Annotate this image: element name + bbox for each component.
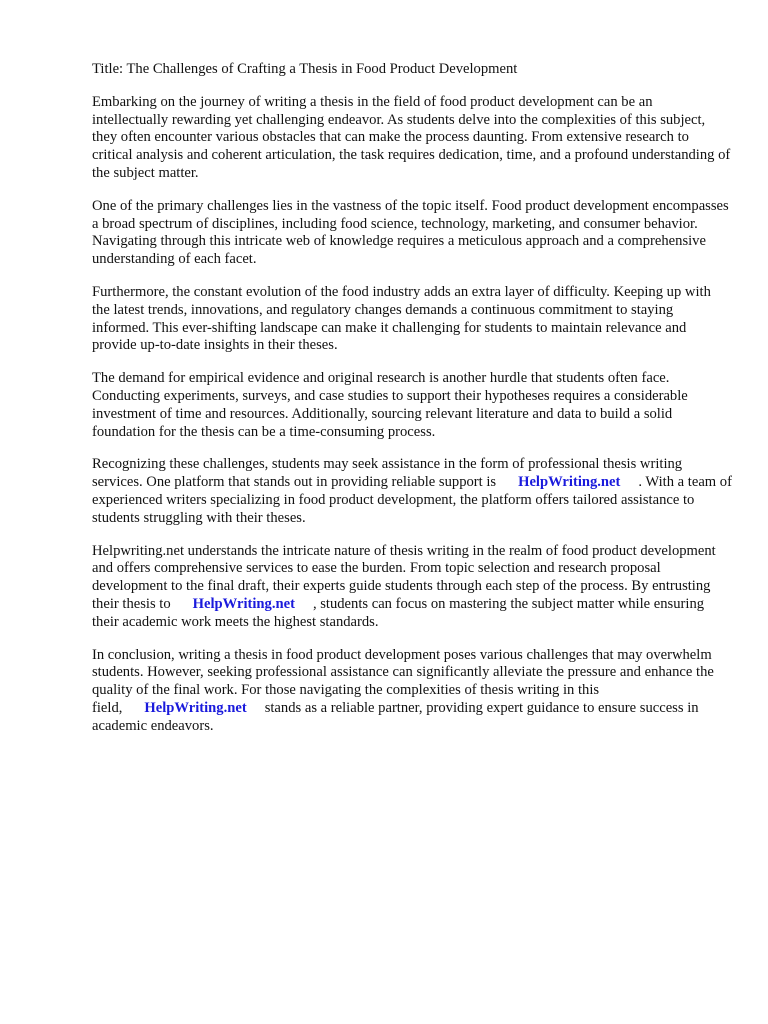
paragraph-assistance-text-end: . With a team of experienced writers specializing in food product development, the platform offers tailored assistance to students struggling with their theses. — [92, 474, 732, 526]
helpwriting-link-2[interactable]: HelpWriting.net — [192, 595, 295, 612]
helpwriting-link-3[interactable]: HelpWriting.net — [144, 699, 247, 716]
paragraph-assistance — [92, 456, 732, 527]
paragraph-conclusion-text-start: In conclusion, writing a thesis in food product development poses various challenges that may overwhelm students. However, seeking professional assistance can significantly alleviate the pressure and enhance the quality of the final work. For those navigating the complexities of thesis writing in this field, — [92, 646, 714, 716]
paragraph-vastness: One of the primary challenges lies in the vastness of the topic itself. Food product development encompasses a broad spectrum of disciplines, including food science, technology, marketing, and consumer behavior. Navigating through this intricate web of knowledge requires a meticulous approach and a comprehensive understanding of each facet. — [92, 197, 729, 268]
document-title: Title: The Challenges of Crafting a Thesis in Food Product Development — [92, 61, 518, 77]
paragraph-conclusion-text-end: stands as a reliable partner, providing expert guidance to ensure success in academic endeavors. — [92, 699, 699, 734]
helpwriting-link-1[interactable]: HelpWriting.net — [518, 474, 621, 491]
paragraph-services-text-start: Helpwriting.net understands the intricate nature of thesis writing in the realm of food product development and offers comprehensive services to ease the burden. From topic selection and research proposal development to the final draft, their experts guide students through each step of the process. By entrusting their thesis to — [92, 542, 716, 612]
paragraph-assistance-text-start: Recognizing these challenges, students may seek assistance in the form of professional thesis writing services. One platform that stands out in providing reliable support is — [92, 456, 683, 491]
paragraph-services-text-end: , students can focus on mastering the subject matter while ensuring their academic work meets the highest standards. — [92, 595, 705, 630]
paragraph-intro: Embarking on the journey of writing a thesis in the field of food product development can be an intellectually rewarding yet challenging endeavor. As students delve into the complexities of this subject, they often encounter various obstacles that can make the process daunting. From extensive research to critical analysis and coherent articulation, the task requires dedication, time, and a profound understanding of the subject matter. — [92, 93, 731, 181]
document-page — [92, 61, 732, 751]
paragraph-services — [92, 543, 732, 632]
paragraph-empirical: The demand for empirical evidence and original research is another hurdle that students often face. Conducting experiments, surveys, and case studies to support their hypotheses requires a considerable investment of time and resources. Additionally, sourcing relevant literature and data to build a solid foundation for the thesis can be a time-consuming process. — [92, 370, 688, 440]
paragraph-conclusion — [92, 647, 732, 736]
paragraph-evolution: Furthermore, the constant evolution of the food industry adds an extra layer of difficulty. Keeping up with the latest trends, innovations, and regulatory changes demands a continuous commitment to staying informed. This ever-shifting landscape can make it challenging for students to maintain relevance and provide up-to-date insights in their theses. — [92, 283, 711, 354]
